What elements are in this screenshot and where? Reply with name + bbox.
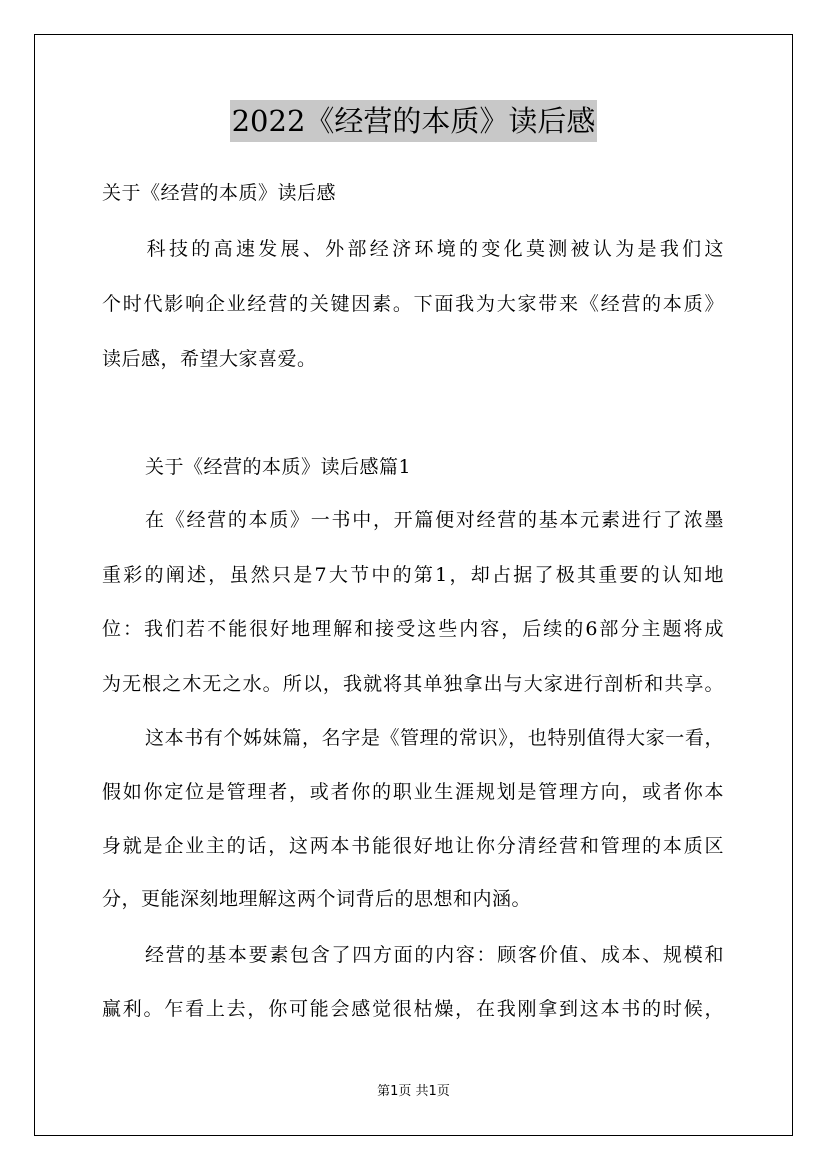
para2-line-1: 这本书有个姊妹篇，名字是《管理的常识》，也特别值得大家一看， <box>145 727 724 749</box>
intro-line-2: 个时代影响企业经营的关键因素。下面我为大家带来《经营的本质》 <box>102 293 724 315</box>
para3-line-2: 赢利。乍看上去，你可能会感觉很枯燥，在我刚拿到这本书的时候， <box>102 998 724 1020</box>
page-footer: 第1页 共1页 <box>377 1084 450 1099</box>
para1-line-3: 位：我们若不能很好地理解和接受这些内容，后续的6部分主题将成 <box>102 618 724 640</box>
intro-line-1: 科技的高速发展、外部经济环境的变化莫测被认为是我们这 <box>102 238 724 260</box>
para2-line-2: 假如你定位是管理者，或者你的职业生涯规划是管理方向，或者你本 <box>102 781 724 803</box>
para1-line-1: 在《经营的本质》一书中，开篇便对经营的基本元素进行了浓墨 <box>145 509 724 531</box>
intro-line-3: 读后感，希望大家喜爱。 <box>102 348 317 370</box>
section-heading: 关于《经营的本质》读后感篇1 <box>145 456 412 478</box>
para1-line-2: 重彩的阐述，虽然只是7大节中的第1，却占据了极其重要的认知地 <box>102 564 724 586</box>
para1-line-4: 为无根之木无之水。所以，我就将其单独拿出与大家进行剖析和共享。 <box>102 673 724 695</box>
para3-line-1: 经营的基本要素包含了四方面的内容：顾客价值、成本、规模和 <box>145 944 724 966</box>
subtitle: 关于《经营的本质》读后感 <box>102 182 337 204</box>
title-container <box>0 100 827 142</box>
para2-line-3: 身就是企业主的话，这两本书能很好地让你分清经营和管理的本质区 <box>102 835 724 857</box>
para2-line-4: 分，更能深刻地理解这两个词背后的思想和内涵。 <box>102 888 532 910</box>
document-title: 2022《经营的本质》读后感 <box>230 100 598 142</box>
